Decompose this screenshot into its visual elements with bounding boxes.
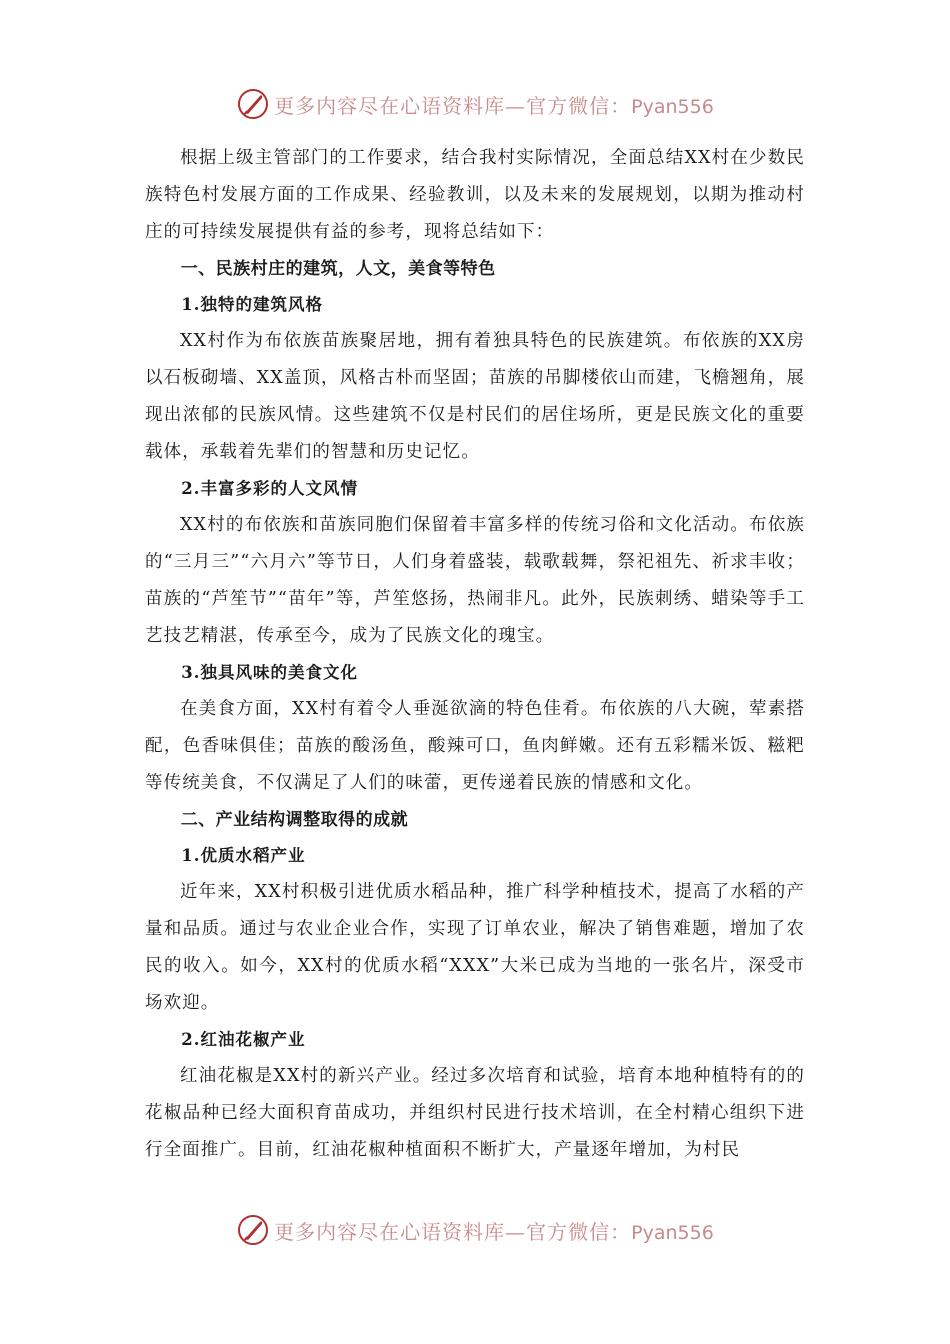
section-1-sub-3-heading: 3.独具风味的美食文化 — [181, 663, 359, 682]
banner-slogan: 更多内容尽在心语资料库—官方微信： — [274, 1219, 632, 1244]
section-2-sub-1-heading: 1.优质水稻产业 — [181, 846, 306, 865]
section-1-sub-1-paragraph: XX村作为布依族苗族聚居地，拥有着独具特色的民族建筑。布依族的XX房以石板砌墙、XX盖顶，风格古朴而坚固；苗族的吊脚楼依山而建，飞檐翘角，展现出浓郁的民族风情。这些建筑不仅是村民们的居住场所，更是民族文化的重要载体，承载着先辈们的智慧和历史记忆。 — [145, 331, 805, 462]
header-banner — [0, 84, 950, 124]
header-banner-inner — [236, 87, 714, 121]
section-2-sub-2-paragraph: 红油花椒是XX村的新兴产业。经过多次培育和试验，培育本地种植特有的的花椒品种已经大面积育苗成功，并组织村民进行技术培训，在全村精心组织下进行全面推广。目前，红油花椒种植面积不断扩大，产量逐年增加，为村民 — [145, 1066, 805, 1160]
footer-banner-inner — [236, 1213, 714, 1247]
section-2-heading: 二、产业结构调整取得的成就 — [180, 810, 409, 830]
quill-pen-logo-icon — [236, 1213, 270, 1247]
banner-text — [274, 90, 714, 119]
section-1-sub-2-heading: 2.丰富多彩的人文风情 — [181, 479, 359, 498]
section-2-sub-2-heading: 2.红油花椒产业 — [181, 1030, 306, 1049]
banner-wechat-id: Pyan556 — [631, 95, 714, 118]
section-1-sub-2-paragraph: XX村的布依族和苗族同胞们保留着丰富多样的传统习俗和文化活动。布依族的“三月三”“六月六”等节日，人们身着盛装，载歌载舞，祭祀祖先、祈求丰收；苗族的“芦笙节”“苗年”等，芦笙悠扬，热闹非凡。此外，民族刺绣、蜡染等手工艺技艺精湛，传承至今，成为了民族文化的瑰宝。 — [145, 515, 805, 646]
quill-pen-logo-icon — [236, 87, 270, 121]
banner-wechat-id: Pyan556 — [631, 1221, 714, 1244]
section-1-sub-3-paragraph: 在美食方面，XX村有着令人垂涎欲滴的特色佳肴。布依族的八大碗，荤素搭配，色香味俱佳；苗族的酸汤鱼，酸辣可口，鱼肉鲜嫩。还有五彩糯米饭、糍粑等传统美食，不仅满足了人们的味蕾，更传递着民族的情感和文化。 — [145, 699, 805, 793]
document-body — [145, 140, 805, 1169]
section-1-heading: 一、民族村庄的建筑，人文，美食等特色 — [180, 259, 496, 279]
footer-banner — [0, 1210, 950, 1250]
intro-paragraph: 根据上级主管部门的工作要求，结合我村实际情况，全面总结XX村在少数民族特色村发展方面的工作成果、经验教训，以及未来的发展规划，以期为推动村庄的可持续发展提供有益的参考，现将总结如下： — [145, 148, 805, 242]
section-1-sub-1-heading: 1.独特的建筑风格 — [181, 295, 324, 314]
banner-slogan: 更多内容尽在心语资料库—官方微信： — [274, 93, 632, 118]
banner-text — [274, 1216, 714, 1245]
section-2-sub-1-paragraph: 近年来，XX村积极引进优质水稻品种，推广科学种植技术，提高了水稻的产量和品质。通过与农业企业合作，实现了订单农业，解决了销售难题，增加了农民的收入。如今，XX村的优质水稻“XXX”大米已成为当地的一张名片，深受市场欢迎。 — [145, 882, 805, 1013]
